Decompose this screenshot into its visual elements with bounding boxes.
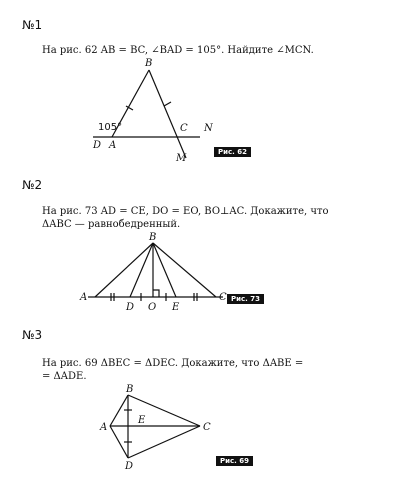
segment-bc [153, 243, 216, 297]
label-c: C [219, 292, 227, 303]
label-a: A [100, 422, 108, 433]
label-a: A [80, 292, 88, 303]
label-m: M [176, 153, 187, 164]
label-d: D [125, 461, 134, 472]
label-b: B [126, 384, 134, 395]
figure-69 [110, 395, 200, 458]
label-d: D [93, 140, 102, 151]
segment-be [153, 243, 176, 297]
label-n: N [204, 123, 213, 134]
segment-ba [95, 243, 153, 297]
label-e: E [172, 302, 180, 313]
label-a: A [109, 140, 117, 151]
problem-2-number: №2 [22, 178, 43, 192]
label-b: B [145, 58, 153, 69]
problem-3-text-line2: = ΔADE. [42, 371, 87, 382]
label-o: O [148, 302, 157, 313]
segment-dc [128, 426, 200, 458]
label-c: C [203, 422, 211, 433]
right-angle-mark [153, 290, 159, 297]
figure-62-badge: Рис. 62 [214, 147, 251, 157]
tick-bc [164, 102, 171, 106]
problem-2-text-line1: На рис. 73 AD = CE, DO = EO, BO⊥AC. Докажите, что [42, 206, 329, 217]
problem-3-text-line1: На рис. 69 ΔBEC = ΔDEC. Докажите, что ΔABE = [42, 358, 304, 369]
label-e: E [138, 415, 146, 426]
angle-label: 105° [98, 122, 123, 133]
segment-bd [130, 243, 153, 297]
figure-69-badge: Рис. 69 [216, 456, 253, 466]
problem-2-text-line2: ΔABC — равнобедренный. [42, 219, 181, 230]
problem-1-text: На рис. 62 AB = BC, ∠BAD = 105°. Найдите ∠MCN. [42, 45, 314, 56]
label-c: C [180, 123, 188, 134]
segment-bm [149, 70, 186, 158]
label-d: D [126, 302, 135, 313]
problem-3-number: №3 [22, 328, 43, 342]
label-b: B [149, 232, 157, 243]
figure-73-badge: Рис. 73 [227, 294, 264, 304]
problem-1-number: №1 [22, 18, 43, 32]
figure-73 [88, 243, 223, 301]
